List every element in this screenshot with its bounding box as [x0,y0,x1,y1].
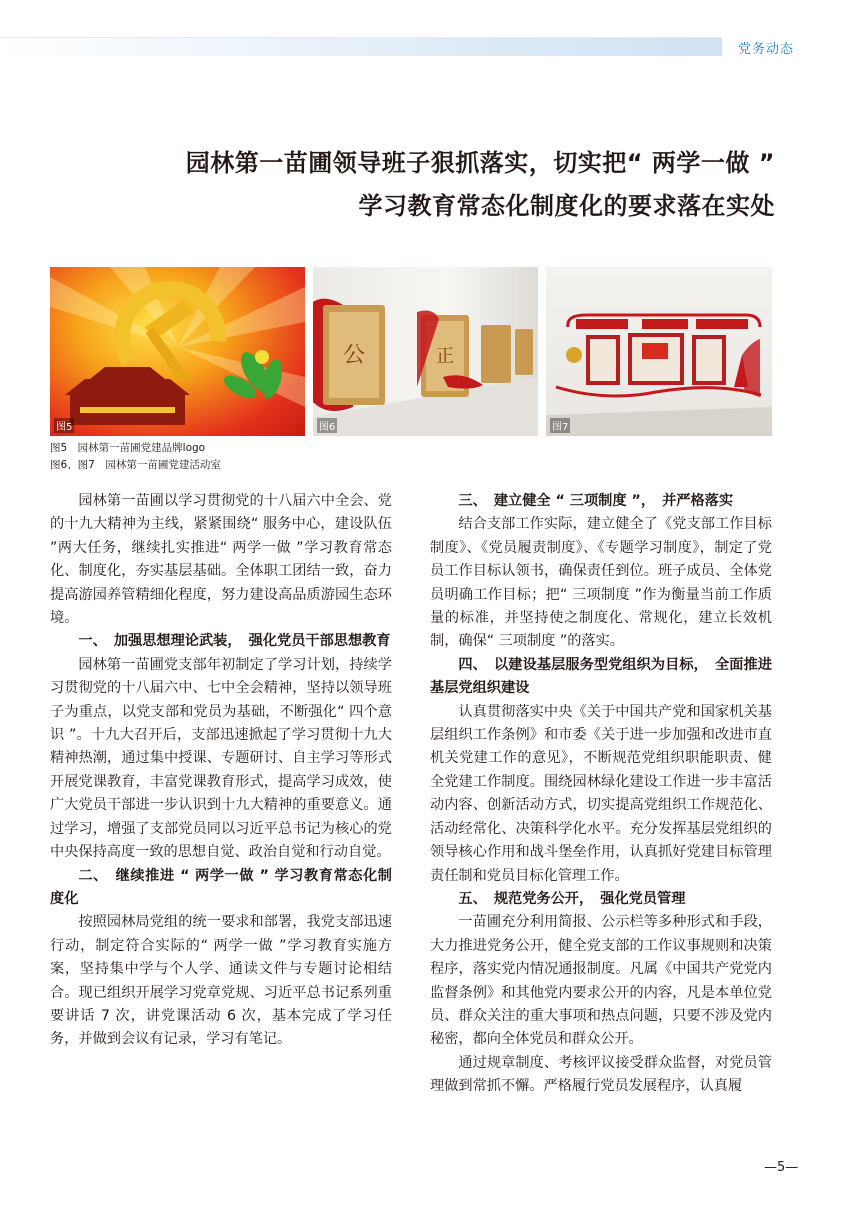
figure-caption-2: 图6、图7 园林第一苗圃党建活动室 [50,459,221,471]
section-heading-4: 四、 以建设基层服务型党组织为目标， 全面推进基层党组织建设 [430,656,772,697]
figure-tag-5: 图5 [54,418,74,433]
party-logo-illustration [50,267,305,436]
activity-room-display-illustration [546,267,772,436]
photo-activity-room-wall [313,267,538,436]
page-number: —5— [764,1160,799,1175]
activity-room-wall-illustration [313,267,538,436]
figure-tag-7: 图7 [550,418,570,433]
paragraph: 一苗圃充分利用简报、公示栏等多种形式和手段，大力推进党务公开，健全党支部的工作议事规则和决策程序，落实党内情况通报制度。凡属《中国共产党党内监督条例》和其他党内要求公开的内容，凡是本单位党员、群众关注的重大事项和热点问题，只要不涉及党内秘密，都向全体党员和群众公开。 [430,914,772,1048]
section-heading-5: 五、 规范党务公开， 强化党员管理 [458,890,686,907]
section-heading-1: 一、 加强思想理论武装， 强化党员干部思想教育 [78,633,391,650]
header-bar [0,37,722,56]
section-label: 党务动态 [738,42,795,57]
photo-party-logo [50,267,305,436]
paragraph: 园林第一苗圃以学习贯彻党的十八届六中全会、党的十九大精神为主线，紧紧围绕“ 服务中心，建设队伍 ”两大任务，继续扎实推进“ 两学一做 ”学习教育常态化、制度化，夯实基层基础。全体职工团结一致，奋力提高游园养管精细化程度，努力建设高品质游园生态环境。 [50,493,392,627]
figure-tag-6: 图6 [317,418,337,433]
section-heading-2: 二、 继续推进 “ 两学一做 ” 学习教育常态化制度化 [50,867,392,907]
article-title-line-1: 园林第一苗圃领导班子狠抓落实，切实把“ 两学一做 ” [185,149,775,177]
paragraph: 按照园林局党组的统一要求和部署，我党支部迅速行动，制定符合实际的“ 两学一做 ”学习教育实施方案，坚持集中学与个人学、通读文件与专题讨论相结合。现已组织开展学习党章党规、习近平总书记系列重要讲话 7 次，讲党课活动 6 次，基本完成了学习任务，并做到会议有记录，学习有笔记。 [50,914,392,1048]
wall-sign-char-2: 正 [436,346,454,367]
article-title-line-2: 学习教育常态化制度化的要求落在实处 [358,192,775,220]
photo-activity-room-display [546,267,772,436]
section-heading-3: 三、 建立健全 “ 三项制度 ”， 并严格落实 [458,493,734,509]
paragraph: 结合支部工作实际，建立健全了《党支部工作目标制度》、《党员履责制度》、《专题学习制度》，制定了党员工作目标认领书，确保责任到位。班子成员、全体党员明确工作目标；把“ 三项制度 ”作为衡量当前工作质量的标准，并坚持使之制度化、常规化，建立长效机制，确保“ 三项制度 ”的落实。 [430,516,772,650]
paragraph: 园林第一苗圃党支部年初制定了学习计划，持续学习贯彻党的十八届六中、七中全会精神，坚持以领导班子为重点，以党支部和党员为基础，不断强化“ 四个意识 ”。十九大召开后，支部迅速掀起了学习贯彻十九大精神热潮，通过集中授课、专题研讨、自主学习等形式开展党课教育，丰富党课教育形式，提高学习成效，使广大党员干部进一步认识到十九大精神的重要意义。通过学习，增强了支部党员同以习近平总书记为核心的党中央保持高度一致的思想自觉、政治自觉和行动自觉。 [50,656,392,861]
left-column [50,490,392,1052]
paragraph: 认真贯彻落实中央《关于中国共产党和国家机关基层组织工作条例》和市委《关于进一步加强和改进市直机关党建工作的意见》，不断规范党组织职能职责、健全党建工作制度。围绕园林绿化建设工作进一步丰富活动内容、创新活动方式，切实提高党组织工作规范化、活动经常化、决策科学化水平。充分发挥基层党组织的领导核心作用和战斗堡垒作用，认真抓好党建目标管理责任制和党员目标化管理工作。 [430,703,772,884]
wall-sign-char-1: 公 [342,343,366,368]
paragraph: 通过规章制度、考核评议接受群众监督，对党员管理做到常抓不懈。严格履行党员发展程序，认真履 [430,1054,772,1095]
right-column [430,490,772,1099]
figure-caption-1: 图5 园林第一苗圃党建品牌logo [50,442,206,454]
